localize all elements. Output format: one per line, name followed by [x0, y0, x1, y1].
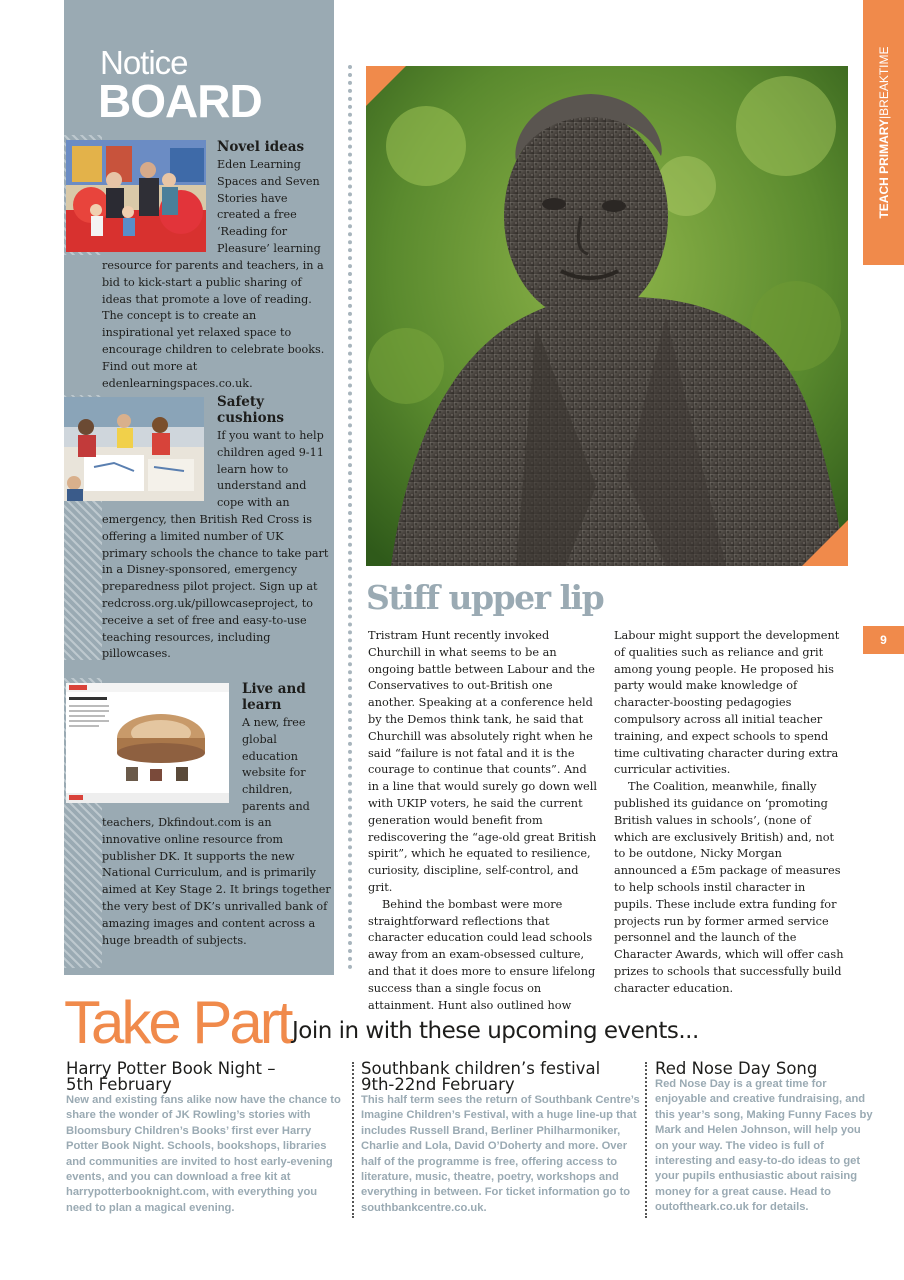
event-title: Harry Potter Book Night – 5th February [66, 1059, 276, 1094]
article-column-2 [614, 628, 846, 998]
event-divider [645, 1062, 647, 1218]
notice-board-panel [64, 0, 334, 975]
dkfindout-screenshot [66, 683, 229, 803]
novel-ideas-text-side: Eden Learning Spaces and Seven Stories have created a free ‘Reading for Pleasure’ learning [217, 158, 321, 255]
safety-cushions-heading: Safety cushions [217, 394, 284, 426]
take-part-subtitle: Join in with these upcoming events... [292, 1018, 699, 1044]
event-divider [352, 1062, 354, 1218]
article-headline: Stiff upper lip [366, 578, 604, 617]
reading-children-photo [66, 140, 206, 252]
safety-cushions-photo [64, 397, 204, 501]
event-description: This half term sees the return of Southbank Centre’s Imagine Children’s Festival, with a huge line-up that includes Russell Brand, Berliner Philharmoniker, Charlie and Lola, David O’Doherty and more. Over half of the programme is free, offering access to literature, music, theatre, poetry, workshops and everything in between. For ticket information go to southbankcentre.co.uk. [361, 1094, 640, 1214]
live-and-learn-heading: Live and learn [242, 681, 306, 713]
article-column-1 [368, 628, 600, 1014]
article-paragraph: The Coalition, meanwhile, finally published its guidance on ‘promoting British values in schools’, (none of which are exclusively British) and, not to be outdone, Nicky Morgan announced a £5m package of measures to help schools instil character in pupils. These include extra funding for projects run by former armed service personnel and the launch of the Character Awards, which will offer cash prizes to schools that successfully build character education. [614, 780, 844, 995]
section-tab [863, 0, 904, 265]
page-number: 9 [863, 626, 904, 654]
churchill-statue-photo [366, 66, 848, 566]
safety-cushions-text: emergency, then British Red Cross is offering a limited number of UK primary schools the chance to take part in a Disney-sponsored, emergency preparedness pilot project. Sign up at redcross.org.uk/pillowcaseproject, to receive a set of free and easy-to-use teaching resources, including pillowcases. [102, 513, 329, 661]
novel-ideas-heading: Novel ideas [217, 139, 305, 155]
article-paragraph: Tristram Hunt recently invoked Churchill in what seems to be an ongoing battle between Labour and the Conservatives to out-British one another. Speaking at a conference held by the Demos think tank, he said that Churchill was absolutely right when he said “failure is not fatal and it is the courage to continue that counts”. And in a line that would surely go down well with UKIP voters, he said the current generation would benefit from rediscovering the “age-old great British spirit”, which he equated to resilience, curiosity, discipline, self-control, and grit. [368, 629, 597, 894]
live-and-learn-text: teachers, Dkfindout.com is an innovative online resource from publisher DK. It supports the new National Curriculum, and is primarily aimed at Key Stage 2. It brings together the very best of DK’s unrivalled bank of amazing images and content across a huge breadth of subjects. [102, 816, 331, 947]
orange-corner-top [366, 66, 406, 106]
article-paragraph: Labour might support the development of qualities such as reliance and grit among young people. He proposed his party would make knowledge of character-boosting pedagogies compulsory across all initial teacher training, and expect schools to spend time cultivating character during extra curricular activities. [614, 629, 840, 777]
notice-board-title-light: Notice [100, 44, 188, 81]
column-divider [348, 65, 352, 970]
notice-board-title-bold: BOARD [98, 75, 262, 127]
safety-cushions-text-side: If you want to help children aged 9-11 learn how to understand and cope with an [217, 429, 324, 510]
event-description: Red Nose Day is a great time for enjoyable and creative fundraising, and this year’s song, Making Funny Faces by Mark and Helen Johnson, will help you on your way. The video is full of interesting and easy-to-do ideas to get your pupils enthusiastic about raising money for a great cause. Head to outoftheark.co.uk for details. [655, 1078, 873, 1214]
take-part-title: Take Part [64, 989, 291, 1056]
article-paragraph: Behind the bombast were more straightforward reflections that character education could lead schools away from an exam-obsessed culture, and that it does more to ensure lifelong success than a single focus on attainment. Hunt also outlined how [368, 897, 596, 1012]
novel-ideas-text: resource for parents and teachers, in a bid to kick-start a public sharing of ideas that promote a love of reading. The concept is to create an inspirational yet relaxed space to encourage children to celebrate books. Find out more at edenlearningspaces.co.uk. [102, 259, 325, 390]
section-tab-label: TEACH PRIMARY | BREAKTIME [876, 46, 891, 219]
live-and-learn-text-side: A new, free global education website for children, parents and [242, 716, 310, 813]
event-description: New and existing fans alike now have the chance to share the wonder of JK Rowling’s stories with Bloomsbury Children’s Books’ first ever Harry Potter Book Night. Schools, bookshops, libraries and communities are invited to host early-evening events, and you can download a free kit at harrypotterbooknight.com, with everything you need to plan a magical evening. [66, 1094, 341, 1214]
orange-corner-bottom [802, 520, 848, 566]
event-title: Red Nose Day Song [655, 1059, 818, 1078]
event-title: Southbank children’s festival 9th-22nd February [361, 1059, 601, 1094]
